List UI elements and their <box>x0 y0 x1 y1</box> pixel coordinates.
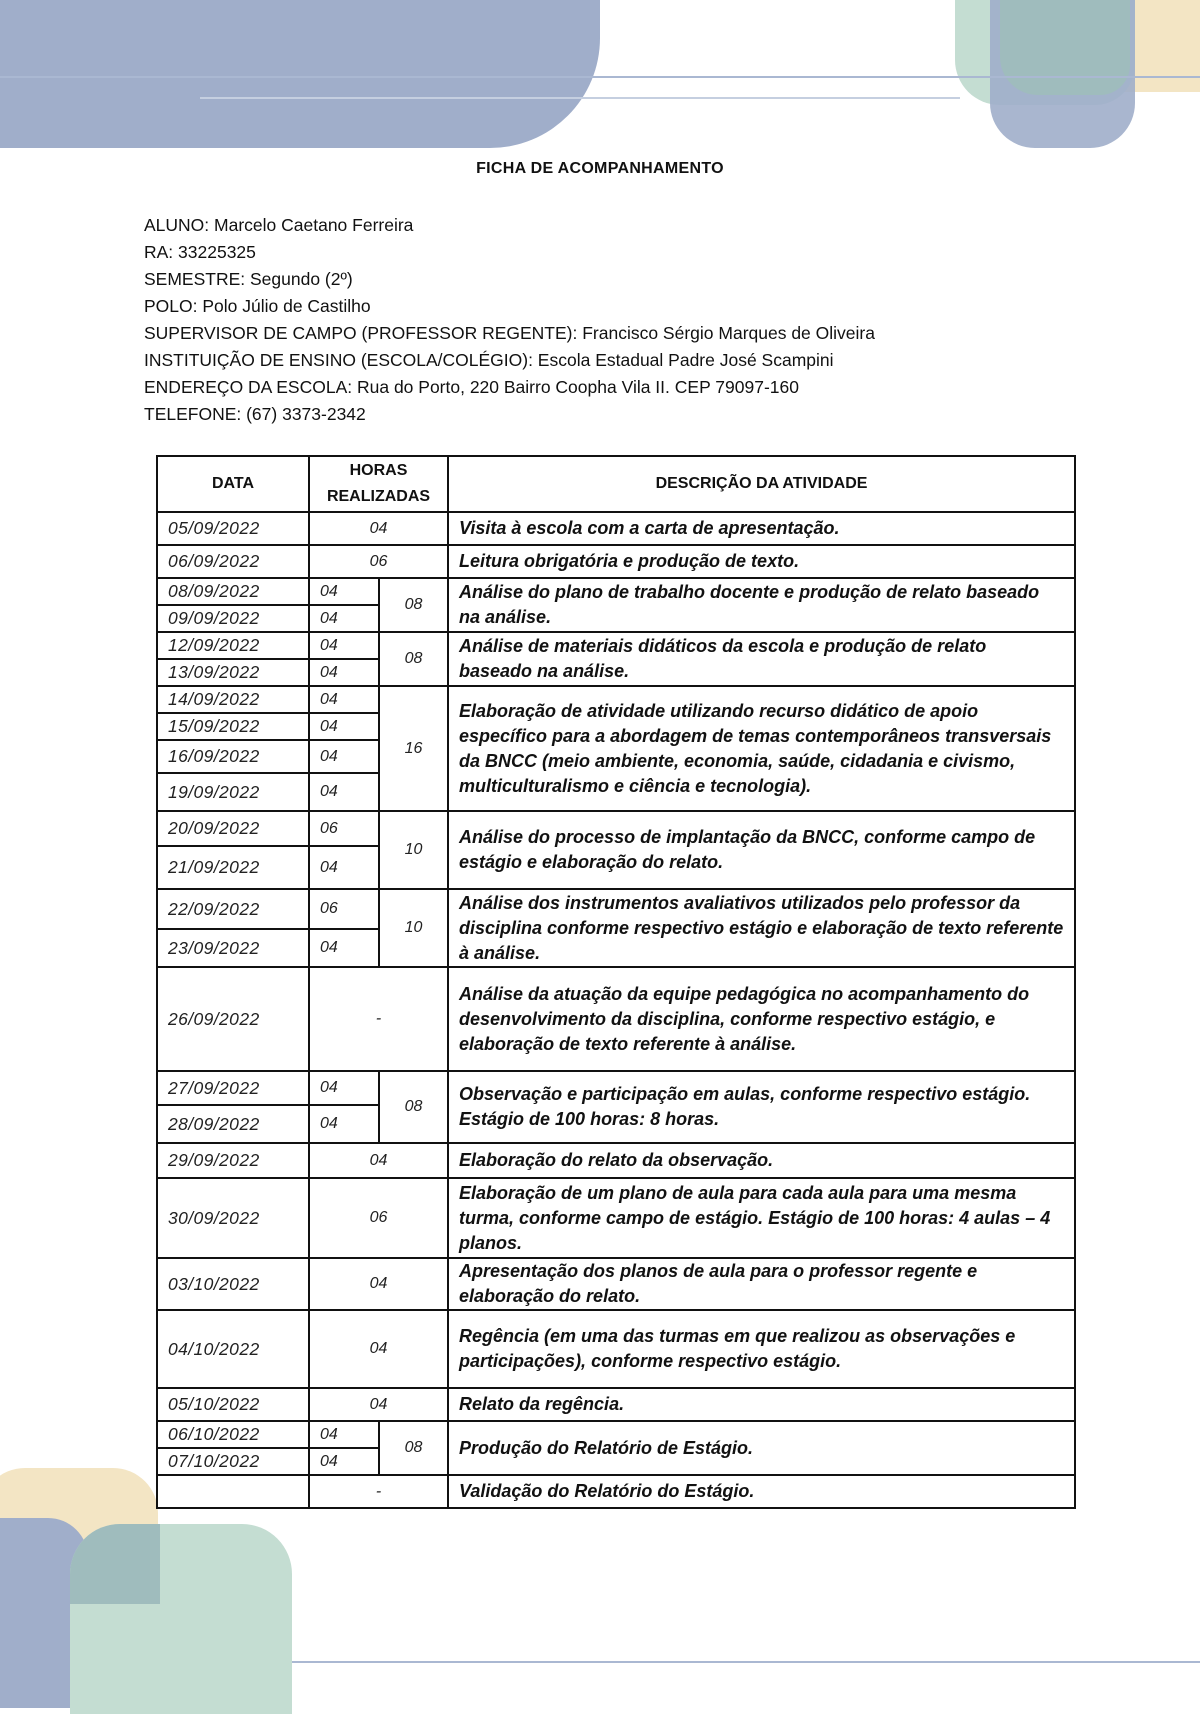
date-cell: 15/09/2022 <box>157 713 309 740</box>
hours-total-cell: 08 <box>379 1071 448 1143</box>
hours-sub-cell: 04 <box>309 686 379 713</box>
decor-teal-shape-top-right <box>1000 0 1130 95</box>
date-cell: 05/10/2022 <box>157 1388 309 1421</box>
hours-total-cell: 10 <box>379 811 448 889</box>
table-row <box>157 1475 1075 1508</box>
hours-cell: 06 <box>309 1178 448 1258</box>
date-cell: 06/09/2022 <box>157 545 309 578</box>
date-cell: 27/09/2022 <box>157 1071 309 1105</box>
info-supervisor: SUPERVISOR DE CAMPO (PROFESSOR REGENTE): Francisco Sérgio Marques de Oliveira <box>144 323 875 343</box>
table-row <box>157 1421 1075 1448</box>
date-cell: 08/09/2022 <box>157 578 309 605</box>
description-cell: Produção do Relatório de Estágio. <box>448 1421 1075 1475</box>
info-student: ALUNO: Marcelo Caetano Ferreira <box>144 215 414 235</box>
table-row <box>157 1258 1075 1310</box>
date-cell <box>157 1475 309 1508</box>
date-cell: 21/09/2022 <box>157 846 309 889</box>
hours-sub-cell: 04 <box>309 1421 379 1448</box>
activity-table <box>156 455 1076 1509</box>
date-cell: 03/10/2022 <box>157 1258 309 1310</box>
hours-sub-cell: 04 <box>309 846 379 889</box>
description-cell: Análise dos instrumentos avaliativos utilizados pelo professor da disciplina conforme respectivo estágio e elaboração de texto referente à análise. <box>448 889 1075 967</box>
hours-cell: - <box>309 967 448 1071</box>
table-row <box>157 967 1075 1071</box>
date-cell: 19/09/2022 <box>157 773 309 811</box>
hours-sub-cell: 04 <box>309 773 379 811</box>
hours-cell: 04 <box>309 512 448 545</box>
description-cell: Regência (em uma das turmas em que realizou as observações e participações), conforme respectivo estágio. <box>448 1310 1075 1388</box>
hours-cell: 04 <box>309 1143 448 1178</box>
table-row <box>157 1143 1075 1178</box>
table-row <box>157 545 1075 578</box>
date-cell: 05/09/2022 <box>157 512 309 545</box>
table-row <box>157 632 1075 659</box>
hours-sub-cell: 04 <box>309 605 379 632</box>
info-institution: INSTITUIÇÃO DE ENSINO (ESCOLA/COLÉGIO): Escola Estadual Padre José Scampini <box>144 350 834 370</box>
hours-sub-cell: 04 <box>309 1448 379 1475</box>
date-cell: 07/10/2022 <box>157 1448 309 1475</box>
decor-line <box>200 97 960 99</box>
hours-sub-cell: 06 <box>309 889 379 929</box>
table-row <box>157 512 1075 545</box>
info-ra: RA: 33225325 <box>144 242 256 262</box>
description-cell: Apresentação dos planos de aula para o professor regente e elaboração do relato. <box>448 1258 1075 1310</box>
date-cell: 29/09/2022 <box>157 1143 309 1178</box>
description-cell: Análise da atuação da equipe pedagógica no acompanhamento do desenvolvimento da disciplina, conforme respectivo estágio, e elaboração de texto referente à análise. <box>448 967 1075 1071</box>
description-cell: Elaboração do relato da observação. <box>448 1143 1075 1178</box>
hours-cell: - <box>309 1475 448 1508</box>
decor-line <box>292 1661 1200 1663</box>
hours-total-cell: 08 <box>379 632 448 686</box>
hours-sub-cell: 04 <box>309 632 379 659</box>
description-cell: Observação e participação em aulas, conforme respectivo estágio. Estágio de 100 horas: 8 horas. <box>448 1071 1075 1143</box>
info-phone: TELEFONE: (67) 3373-2342 <box>144 404 366 424</box>
table-row <box>157 1178 1075 1258</box>
description-cell: Elaboração de um plano de aula para cada aula para uma mesma turma, conforme campo de estágio. Estágio de 100 horas: 4 aulas – 4 planos. <box>448 1178 1075 1258</box>
table-row <box>157 1071 1075 1105</box>
date-cell: 12/09/2022 <box>157 632 309 659</box>
description-cell: Análise de materiais didáticos da escola e produção de relato baseado na análise. <box>448 632 1075 686</box>
info-semester: SEMESTRE: Segundo (2º) <box>144 269 353 289</box>
date-cell: 04/10/2022 <box>157 1310 309 1388</box>
hours-sub-cell: 04 <box>309 929 379 967</box>
hours-sub-cell: 04 <box>309 713 379 740</box>
description-cell: Relato da regência. <box>448 1388 1075 1421</box>
table-row <box>157 811 1075 846</box>
table-row <box>157 1388 1075 1421</box>
description-cell: Validação do Relatório do Estágio. <box>448 1475 1075 1508</box>
hours-sub-cell: 04 <box>309 1071 379 1105</box>
hours-cell: 04 <box>309 1310 448 1388</box>
info-address: ENDEREÇO DA ESCOLA: Rua do Porto, 220 Bairro Coopha Vila II. CEP 79097-160 <box>144 377 799 397</box>
hours-sub-cell: 06 <box>309 811 379 846</box>
student-info <box>144 212 875 428</box>
date-cell: 30/09/2022 <box>157 1178 309 1258</box>
decor-blue-shape-top <box>0 0 600 148</box>
table-row <box>157 578 1075 605</box>
description-cell: Visita à escola com a carta de apresentação. <box>448 512 1075 545</box>
date-cell: 13/09/2022 <box>157 659 309 686</box>
date-cell: 16/09/2022 <box>157 740 309 773</box>
hours-total-cell: 08 <box>379 1421 448 1475</box>
info-polo: POLO: Polo Júlio de Castilho <box>144 296 371 316</box>
hours-cell: 04 <box>309 1388 448 1421</box>
hours-total-cell: 16 <box>379 686 448 811</box>
decor-line <box>0 76 1200 78</box>
date-cell: 23/09/2022 <box>157 929 309 967</box>
header-hours: HORAS REALIZADAS <box>309 456 448 512</box>
description-cell: Elaboração de atividade utilizando recurso didático de apoio específico para a abordagem de temas contemporâneos transversais da BNCC (meio ambiente, economia, saúde, cidadania e civismo, multiculturalismo e ciência e tecnologia). <box>448 686 1075 811</box>
hours-sub-cell: 04 <box>309 1105 379 1143</box>
hours-cell: 06 <box>309 545 448 578</box>
document-title: FICHA DE ACOMPANHAMENTO <box>476 160 724 177</box>
hours-total-cell: 10 <box>379 889 448 967</box>
header-description: DESCRIÇÃO DA ATIVIDADE <box>448 456 1075 512</box>
hours-sub-cell: 04 <box>309 578 379 605</box>
table-row <box>157 686 1075 713</box>
table-row <box>157 889 1075 929</box>
hours-total-cell: 08 <box>379 578 448 632</box>
description-cell: Análise do plano de trabalho docente e produção de relato baseado na análise. <box>448 578 1075 632</box>
date-cell: 20/09/2022 <box>157 811 309 846</box>
date-cell: 26/09/2022 <box>157 967 309 1071</box>
date-cell: 06/10/2022 <box>157 1421 309 1448</box>
date-cell: 28/09/2022 <box>157 1105 309 1143</box>
date-cell: 22/09/2022 <box>157 889 309 929</box>
date-cell: 09/09/2022 <box>157 605 309 632</box>
hours-sub-cell: 04 <box>309 659 379 686</box>
header-date: DATA <box>157 456 309 512</box>
hours-cell: 04 <box>309 1258 448 1310</box>
table-header-row <box>157 456 1075 512</box>
hours-sub-cell: 04 <box>309 740 379 773</box>
description-cell: Análise do processo de implantação da BNCC, conforme campo de estágio e elaboração do relato. <box>448 811 1075 889</box>
description-cell: Leitura obrigatória e produção de texto. <box>448 545 1075 578</box>
date-cell: 14/09/2022 <box>157 686 309 713</box>
table-row <box>157 1310 1075 1388</box>
